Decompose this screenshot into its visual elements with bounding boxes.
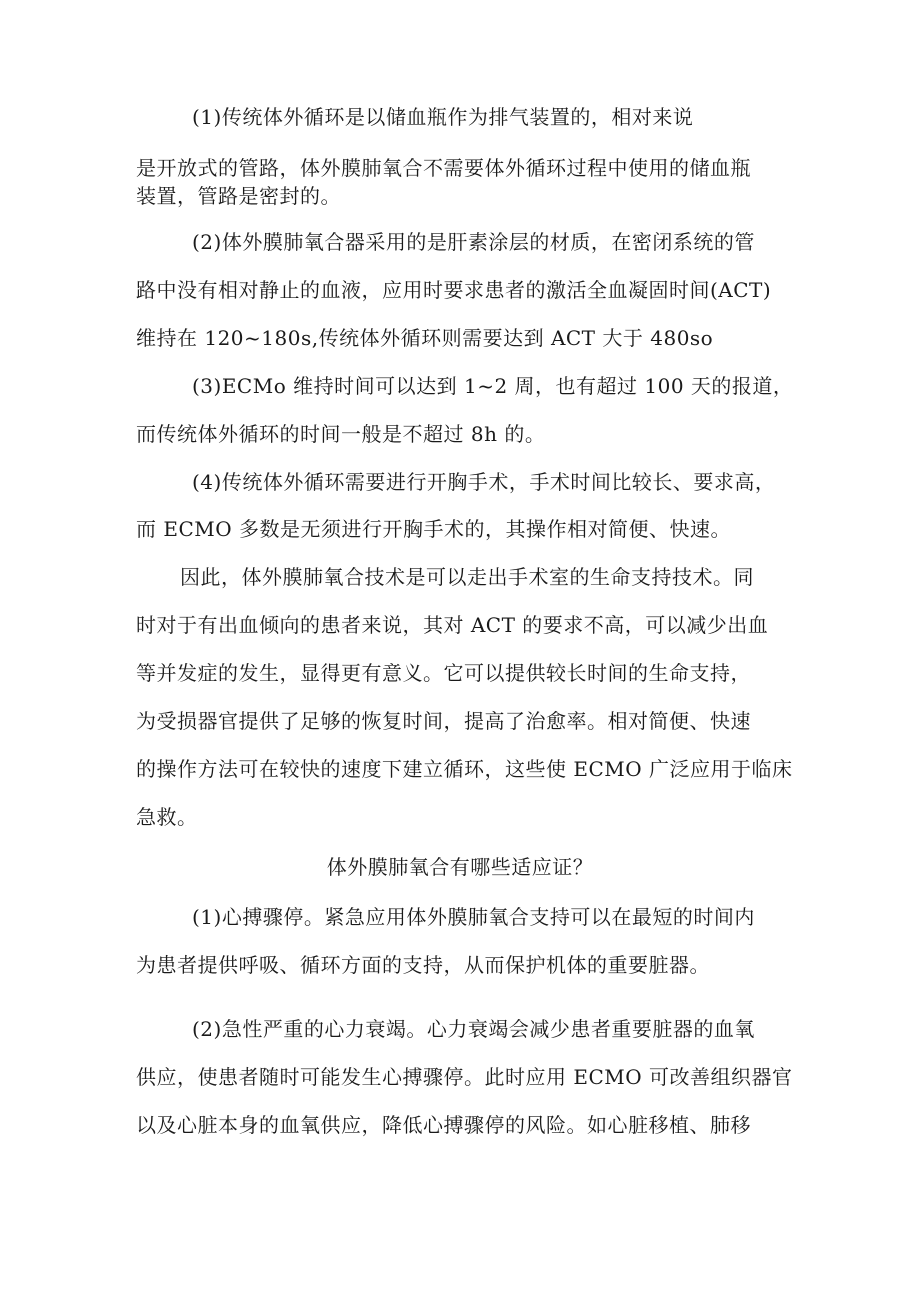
paragraph-3-line-1: (3)ECMo 维持时间可以达到 1~2 周，也有超过 100 天的报道， (192, 374, 794, 398)
paragraph-5-line-2: 时对于有出血倾向的患者来说，其对 ACT 的要求不高，可以减少出血 (136, 613, 769, 637)
paragraph-6-line-1: (1)心搏骤停。紧急应用体外膜肺氧合支持可以在最短的时间内 (192, 905, 755, 929)
paragraph-6-line-2: 为患者提供呼吸、循环方面的支持，从而保护机体的重要脏器。 (136, 953, 710, 977)
paragraph-5-line-3: 等并发症的发生，显得更有意义。它可以提供较长时间的生命支持， (136, 661, 751, 685)
section-heading: 体外膜肺氧合有哪些适应证？ (326, 855, 594, 879)
paragraph-7-line-2: 供应，使患者随时可能发生心搏骤停。此时应用 ECMO 可改善组织器官 (136, 1065, 793, 1089)
paragraph-7-line-1: (2)急性严重的心力衰竭。心力衰竭会减少患者重要脏器的血氧 (192, 1017, 755, 1041)
paragraph-5-line-1: 因此，体外膜肺氧合技术是可以走出手术室的生命支持技术。同 (180, 565, 754, 589)
paragraph-1-line-1: (1)传统体外循环是以储血瓶作为排气装置的，相对来说 (192, 105, 694, 129)
paragraph-1-line-3: 装置，管路是密封的。 (136, 184, 341, 208)
paragraph-2-line-3: 维持在 120~180s,传统体外循环则需要达到 ACT 大于 480so (136, 326, 714, 350)
paragraph-2-line-1: (2)体外膜肺氧合器采用的是肝素涂层的材质，在密闭系统的管 (192, 230, 755, 254)
paragraph-5-line-4: 为受损器官提供了足够的恢复时间，提高了治愈率。相对简便、快速 (136, 709, 751, 733)
paragraph-2-line-2: 路中没有相对静止的血液，应用时要求患者的激活全血凝固时间(ACT) (136, 278, 772, 302)
paragraph-7-line-3: 以及心脏本身的血氧供应，降低心搏骤停的风险。如心脏移植、肺移 (136, 1113, 751, 1137)
paragraph-4-line-1: (4)传统体外循环需要进行开胸手术，手术时间比较长、要求高， (192, 470, 776, 494)
paragraph-1-line-2: 是开放式的管路，体外膜肺氧合不需要体外循环过程中使用的储血瓶 (136, 156, 751, 180)
paragraph-5-line-6: 急救。 (136, 805, 198, 829)
paragraph-4-line-2: 而 ECMO 多数是无须进行开胸手术的，其操作相对简便、快速。 (136, 517, 731, 541)
paragraph-5-line-5: 的操作方法可在较快的速度下建立循环，这些使 ECMO 广泛应用于临床 (136, 757, 793, 781)
paragraph-3-line-2: 而传统体外循环的时间一般是不超过 8h 的。 (136, 422, 546, 446)
